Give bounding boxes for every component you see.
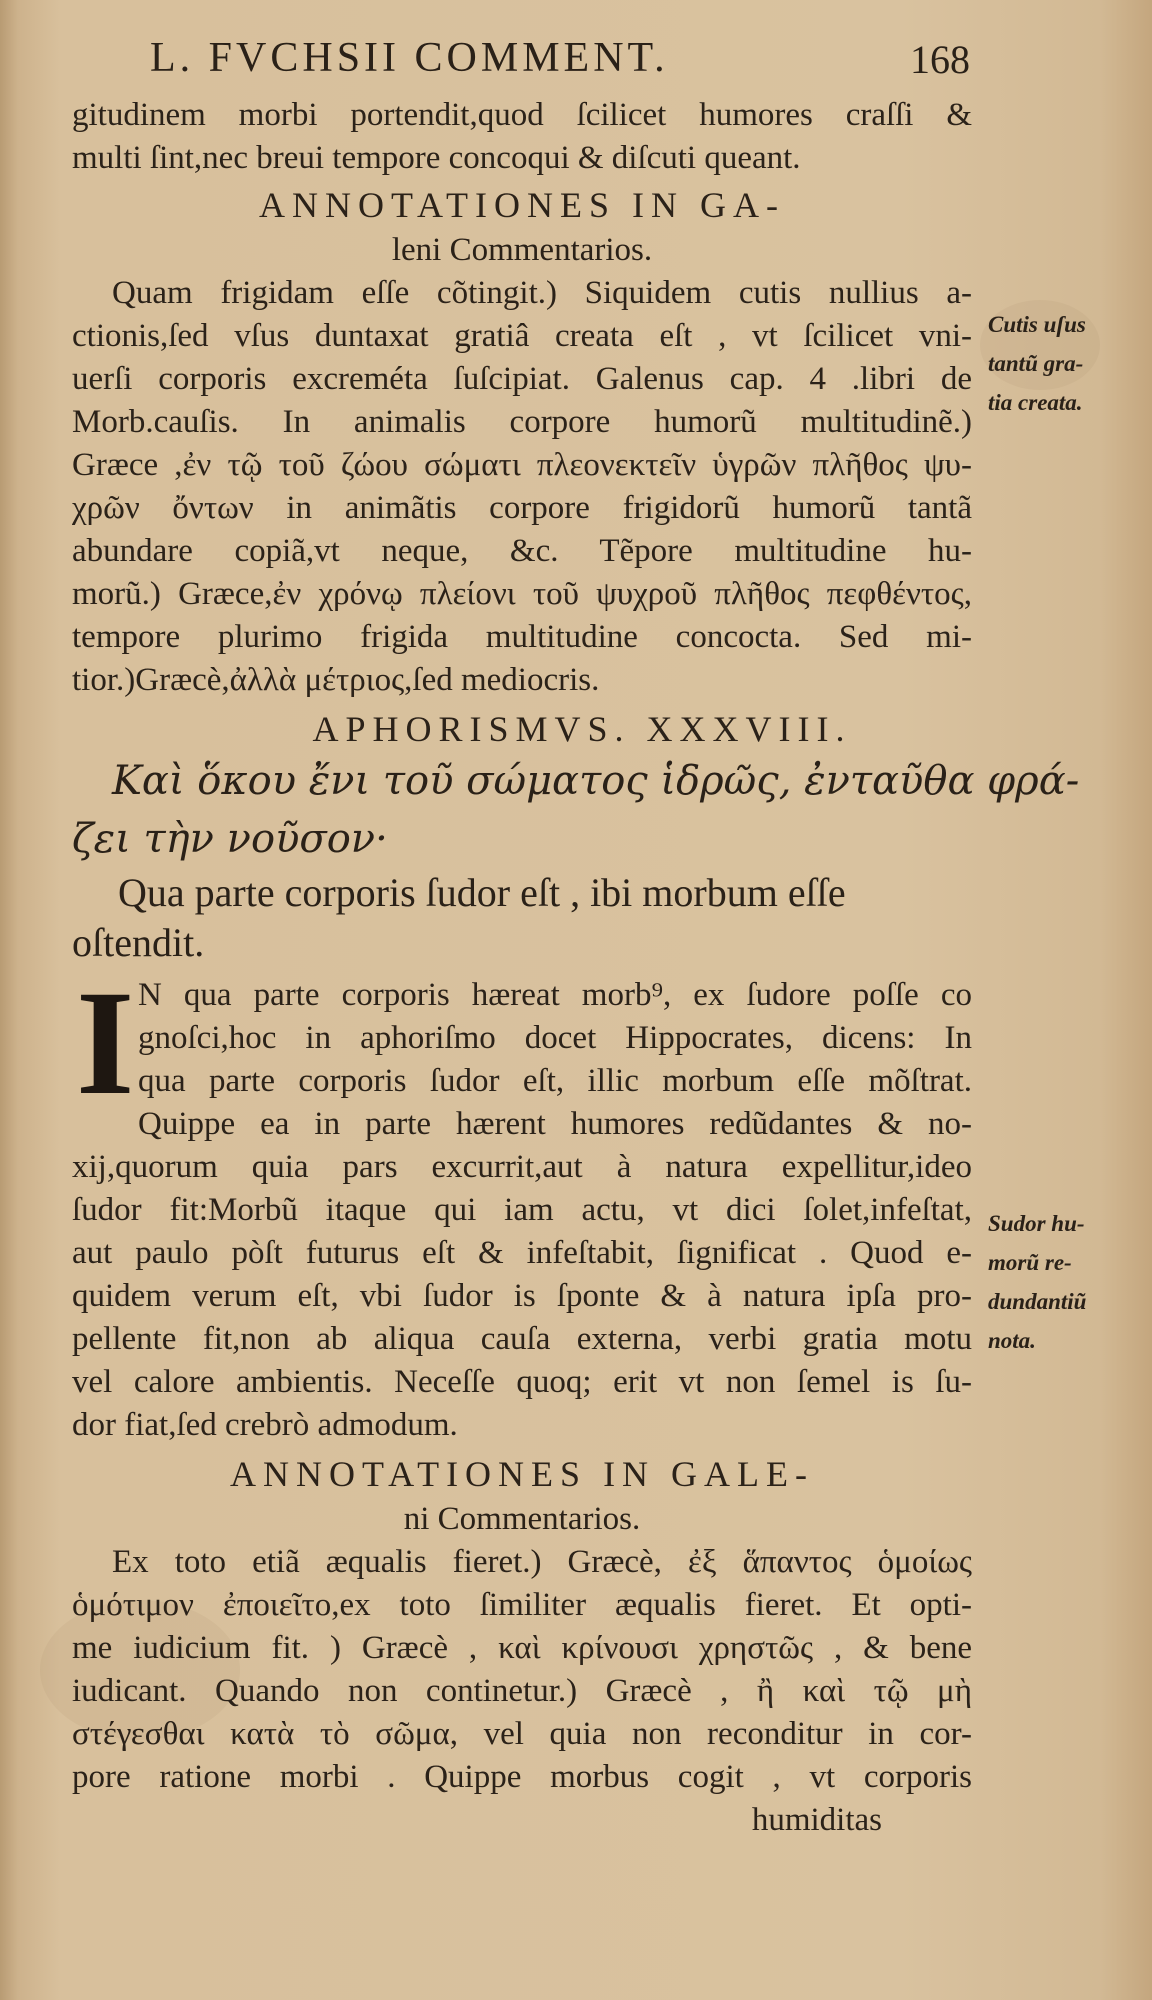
marginal-note-line: nota. [988,1328,1036,1353]
text-line: N qua parte corporis hæreat morb⁹, ex ſudore poſſe co [138,977,972,1013]
aphorism-heading: APHORISMVS. XXXVIII. [312,709,852,749]
text-line: me iudicium fit. ) Græcè , καὶ κρίνουσι χρηστῶς , & bene [72,1630,972,1666]
annotations-heading: ANNOTATIONES IN GALE- [229,1454,815,1494]
marginal-note [988,305,1148,422]
annotations-subheading: ni Commentarios. [403,1501,641,1537]
page-number: 168 [910,37,970,82]
text-line: tior.)Græcè,ἀλλὰ μέτριος,ſed mediocris. [72,662,600,698]
text-line: uerſi corporis excreméta ſuſcipiat. Galenus cap. 4 .libri de [72,361,972,397]
text-line: Ex toto etiã æqualis fieret.) Græcè, ἐξ ἅπαντος ὁμοίως [112,1544,972,1580]
marginal-note-line: Cutis uſus [988,312,1086,337]
text-line: quidem verum eſt, vbi ſudor is ſponte & à natura ipſa pro- [72,1278,972,1314]
aphorism-greek-line: ζει τὴν νοῦσον· [72,816,388,862]
annotations-heading: ANNOTATIONES IN GA- [258,185,786,225]
text-line: xij,quorum quia pars excurrit,aut à natura expellitur,ideo [72,1149,972,1185]
text-line: qua parte corporis ſudor eſt, illic morbum eſſe mõſtrat. [138,1063,972,1099]
catchword: humiditas [751,1802,882,1838]
marginal-note-line: tantũ gra- [988,351,1084,376]
text-line: pellente fit,non ab aliqua cauſa externa, verbi gratia motu [72,1321,972,1357]
running-head: L. FVCHSII COMMENT. [150,35,669,81]
text-line: multi ſint,nec breui tempore concoqui & diſcuti queant. [72,140,801,176]
text-line: ſudor fit:Morbũ itaque qui iam actu, vt dici ſolet,infeſtat, [72,1192,972,1228]
aphorism-latin-line: oſtendit. [72,920,205,965]
text-line-greek: Græce ,ἐν τῷ τοῦ ζώου σώματι πλεονεκτεῖν ὑγρῶν πλῆθος ψυ- [72,447,972,483]
drop-cap: I [76,960,135,1126]
text-line: Quam frigidam eſſe cõtingit.) Siquidem cutis nullius a- [112,275,972,311]
marginal-note-line: dundantiũ [988,1289,1087,1314]
marginal-note-line: tia creata. [988,390,1083,415]
text-line: χρῶν ὄντων in animãtis corpore frigidorũ humorũ tantã [72,490,972,526]
text-line: pore ratione morbi . Quippe morbus cogit , vt corporis [72,1759,972,1795]
text-line: στέγεσθαι κατὰ τὸ σῶμα, vel quia non reconditur in cor- [72,1716,972,1752]
text-line: tempore plurimo frigida multitudine concocta. Sed mi- [72,619,972,655]
marginal-note [988,1204,1148,1360]
text-line: gnoſci,hoc in aphoriſmo docet Hippocrates, dicens: In [138,1020,972,1056]
text-line: Quippe ea in parte hærent humores redũdantes & no- [138,1106,972,1142]
text-line: morũ.) Græce,ἐν χρόνῳ πλείονι τοῦ ψυχροῦ πλῆθος πεφθέντος, [72,576,972,612]
page-header [0,28,1152,88]
text-line: ὁμότιμον ἐποιεῖτο,ex toto ſimiliter æqualis fieret. Et opti- [72,1587,972,1623]
commentary-block [72,960,972,1447]
marginal-note-line: Sudor hu- [988,1211,1085,1236]
aphorism-latin-line: Qua parte corporis ſudor eſt , ibi morbum eſſe [118,870,846,915]
text-line: abundare copiã,vt neque, &c. Tẽpore multitudine hu- [72,533,972,569]
text-line: vel calore ambientis. Neceſſe quoq; erit vt non ſemel is ſu- [72,1364,972,1400]
text-line: dor fiat,ſed crebrò admodum. [72,1407,458,1443]
text-line: Morb.cauſis. In animalis corpore humorũ multitudinẽ.) [72,404,972,440]
text-line: ctionis,ſed vſus duntaxat gratiâ creata eſt , vt ſcilicet vni- [72,318,972,354]
text-line: aut paulo pòſt futurus eſt & infeſtabit, ſignificat . Quod e- [72,1235,972,1271]
text-line: gitudinem morbi portendit,quod ſcilicet humores craſſi & [72,97,972,133]
annotations-subheading: leni Commentarios. [391,232,653,268]
text-line: iudicant. Quando non continetur.) Græcè , ἢ καὶ τῷ μὴ [72,1673,972,1709]
marginal-note-line: morũ re- [988,1250,1072,1275]
aphorism-greek-line: Καὶ ὅκου ἔνι τοῦ σώματος ἱδρῶς, ἐνταῦθα φρά- [112,758,1080,804]
